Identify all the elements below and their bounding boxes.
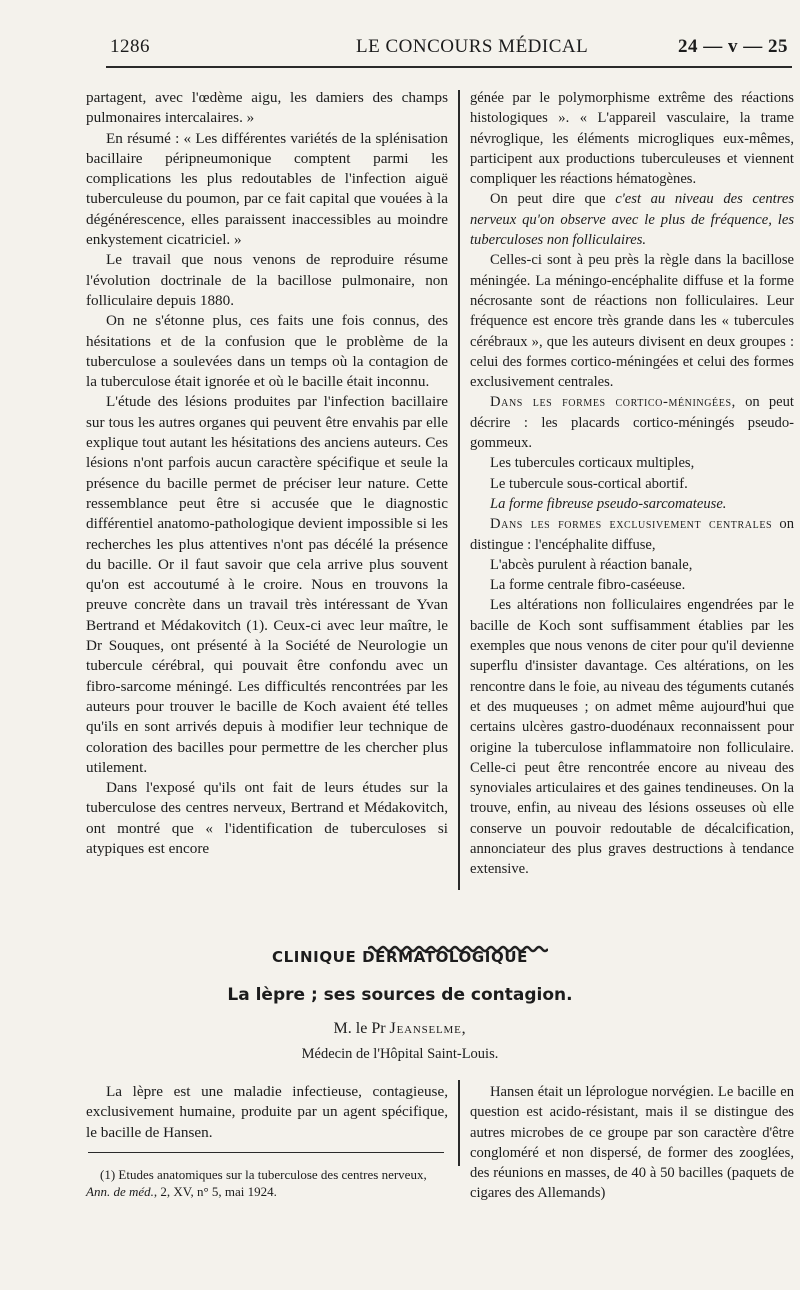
- author-affiliation: Médecin de l'Hôpital Saint-Louis.: [301, 1046, 499, 1062]
- italic-phrase: c'est au niveau des centres nerveux qu'on observe avec le plus de fréquence, les tuberculoses non folliculaires.: [470, 191, 794, 249]
- header-rule: [106, 66, 792, 68]
- small-caps-lead: Dans les formes cortico-méningées,: [490, 394, 736, 411]
- right-column: [470, 88, 794, 880]
- list-item: Le tubercule sous-cortical abortif.: [490, 475, 688, 492]
- list-item: Les tubercules corticaux multiples,: [490, 455, 695, 472]
- paragraph-rest: on peut décrire : les placards cortico-méningés pseudo-gommeux.: [470, 394, 794, 452]
- paragraph: Celles-ci sont à peu près la règle dans la bacillose méningée. La méningo-encéphalite diffuse et la forme nécrosante sont de réactions non folliculaires. Leur fréquence est encore très grande dans les « tubercules cérébraux », que les auteurs divisent en deux groupes : celui des formes cortico-méningées et celui des formes exclusivement centrales.: [470, 252, 794, 391]
- author-name: Jeanselme,: [389, 1020, 467, 1037]
- paragraph: [470, 392, 794, 453]
- list-item: La forme fibreuse pseudo-sarcomateuse.: [490, 495, 727, 512]
- paragraph-rest: on distingue : l'encéphalite diffuse,: [470, 516, 794, 553]
- footnote-rule: [88, 1152, 444, 1153]
- footnote: [86, 1166, 448, 1200]
- footnote-journal: Ann. de méd.: [86, 1184, 154, 1199]
- small-caps-lead: Dans les formes exclusivement centrales: [490, 516, 773, 533]
- paragraph: On ne s'étonne plus, ces faits une fois connus, des hésitations et de la confusion que le problème de la tuberculose a soulevées dans un temps où la contagion de la tuberculose était ignorée et où le bacille était inconnu.: [86, 312, 448, 391]
- paragraph: partagent, avec l'œdème aigu, les damiers des champs pulmonaires intercalaires. »: [86, 89, 448, 127]
- left-column: [86, 88, 448, 859]
- issue-date: 24 — v — 25: [678, 36, 788, 57]
- list-item: L'abcès purulent à réaction banale,: [490, 556, 693, 573]
- running-header: [110, 36, 790, 66]
- lower-right-column: [470, 1082, 794, 1204]
- paragraph: Hansen était un léprologue norvégien. Le bacille en question est acido-résistant, mais il se distingue des autres microbes de ce groupe par son caractère d'être congloméré et non dispersé, de former des zooglées, des réunions en masses, de 40 à 50 bacilles (paquets de cigares des Allemands): [470, 1084, 794, 1202]
- author-prefix: M. le Pr: [333, 1020, 390, 1037]
- paragraph: L'étude des lésions produites par l'infection bacillaire sur tous les autres organes qui peuvent être envahis par elle explique tout autant les hésitations des anciens auteurs. Ces lésions n'ont parfois aucun caractère spécifique et seule la présence du bacille permet de préciser leur nature. Cette ressemblance peut être si accusée que le diagnostic différentiel anatomo-pathologique devient impossible si les recherches les plus attentives n'ont pas décélé la présence du bacille. Or il faut savoir que cela arrive plus souvent qu'on est accoutumé à le croire. Nous en trouvons la preuve concrète dans un travail très intéressant de Yvan Bertrand et Médakovitch (1). Ceux-ci avec leur maître, le Dr Souques, ont présenté à la Société de Neurologie un tubercule cérébral, qui pouvait être confondu avec un fibro-sarcome méningé. Les difficultés rencontrées par les auteurs pour trouver le bacille de Koch avaient été telles qu'ils en sont arrivés depuis à modifier leur technique de coloration des bacilles pour permettre de les chercher plus utilement.: [86, 393, 448, 776]
- paragraph: Les altérations non folliculaires engendrées par le bacille de Koch sont suffisamment établies par les exemples que nous venons de citer pour qu'il devienne superflu d'insister davantage. Ces altérations, on les rencontre dans le foie, au niveau des téguments cutanés et des muqueuses ; on admet même aujourd'hui que certains ulcères gastro-duodénaux reconnaissent pour origine la tuberculose inflammatoire non folliculaire. Celle-ci peut être rencontrée encore au niveau des synoviales articulaires et des gaines tendineuses. On la trouve, enfin, au niveau des lésions osseuses où elle conserve un pouvoir redoutable de décalcification, annonciateur des plus graves destructions à tendance extensive.: [470, 597, 794, 878]
- paragraph: génée par le polymorphisme extrême des réactions histologiques ». « L'appareil vasculaire, la trame névroglique, les éléments microgliques eux-mêmes, participent aux productions tuberculeuses et viennent compliquer les réactions hématogènes.: [470, 90, 794, 188]
- article-title: La lèpre ; ses sources de contagion.: [227, 985, 573, 1005]
- paragraph: Dans l'exposé qu'ils ont fait de leurs études sur la tuberculose des centres nerveux, Bertrand et Médakovitch, ont montré que « l'identification de tuberculoses si atypiques est encore: [86, 779, 448, 857]
- footnote-text: (1) Etudes anatomiques sur la tuberculose des centres nerveux,: [100, 1167, 427, 1182]
- column-divider: [458, 1080, 460, 1166]
- section-heading: CLINIQUE DERMATOLOGIQUE: [272, 948, 528, 966]
- paragraph: En résumé : « Les différentes variétés de la splénisation bacillaire péripneumonique comptent parmi les complications les plus redoutables de l'infection aiguë tuberculeuse du poumon, par ce fait capital que vouées à la dégénérescence, elles paraissent inaccessibles au moindre enkystement cicatriciel. »: [86, 129, 448, 249]
- author-line: [0, 1020, 800, 1038]
- journal-title: LE CONCOURS MÉDICAL: [356, 36, 589, 57]
- paragraph: Le travail que nous venons de reproduire résume l'évolution doctrinale de la bacillose pulmonaire, non folliculaire depuis 1880.: [86, 251, 448, 309]
- lower-left-column: [86, 1082, 448, 1143]
- list-item: La forme centrale fibro-caséeuse.: [490, 577, 686, 594]
- column-divider: [458, 90, 460, 890]
- paragraph: [470, 514, 794, 555]
- paragraph: La lèpre est une maladie infectieuse, contagieuse, exclusivement humaine, produite par un agent spécifique, le bacille de Hansen.: [86, 1083, 448, 1141]
- footnote-text: , 2, XV, n° 5, mai 1924.: [153, 1184, 277, 1199]
- paragraph: [470, 189, 794, 250]
- page-number: 1286: [110, 36, 150, 57]
- paragraph-lead: On peut dire que: [490, 191, 616, 208]
